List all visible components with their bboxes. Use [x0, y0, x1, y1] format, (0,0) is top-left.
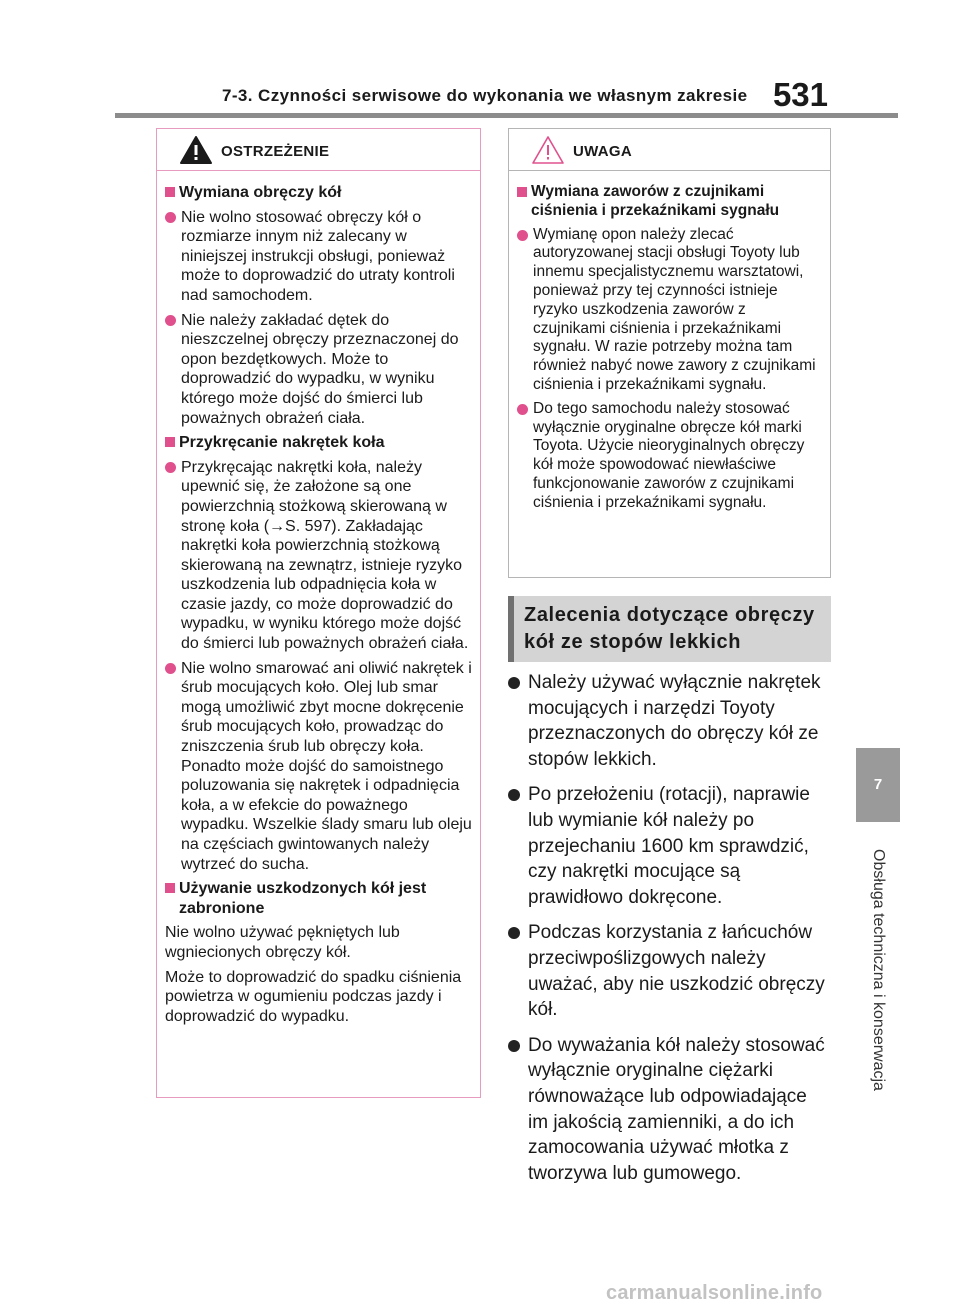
warning-section-title-text: Przykręcanie nakrętek koła	[179, 434, 385, 452]
chapter-side-label: Obsługa techniczna i konserwacja	[870, 849, 887, 1091]
square-bullet-icon	[165, 883, 175, 893]
warning-header	[157, 129, 480, 171]
caution-title: UWAGA	[573, 143, 632, 160]
warning-item-text: Nie należy zakładać dętek do nieszczelnej obręczy przeznaczonej do opon bezdętkowych. Może to doprowadzić do wypadku, w wyniku którego może dojść do śmierci lub poważnych obrażeń ciała.	[181, 311, 459, 427]
warning-section-title	[165, 433, 472, 453]
list-item	[508, 670, 831, 772]
square-bullet-icon	[517, 187, 527, 197]
warning-title: OSTRZEŻENIE	[221, 143, 330, 160]
warning-section-title-text: Wymiana obręczy kół	[179, 184, 342, 201]
list-item-text: Do wyważania kół należy stosować wyłącznie oryginalne ciężarki równoważące lub odpowiadające im jakością zamienniki, a do ich zamocowania używać młotka z tworzywa lub gumowego.	[528, 1034, 825, 1184]
caution-section-title	[517, 183, 822, 221]
warning-item	[165, 208, 472, 306]
list-item-text: Należy używać wyłącznie nakrętek mocujących i narzędzi Toyoty przeznaczonych do obręczy kół ze stopów lekkich.	[528, 672, 821, 770]
caution-item-text: Do tego samochodu należy stosować wyłącznie oryginalne obręcze kół marki Toyota. Użycie nieoryginalnych obręczy kół może spowodować niewłaściwe funkcjonowanie zaworów z czujnikami ciśnienia i przekaźnikami sygnału.	[533, 399, 805, 511]
warning-section-title	[165, 183, 472, 203]
bullet-icon	[508, 677, 520, 689]
caution-header	[509, 129, 830, 171]
page-number: 531	[772, 76, 828, 113]
bullet-icon	[508, 927, 520, 939]
warning-item-text: Nie wolno smarować ani oliwić nakrętek i śrub mocujących koło. Olej lub smar mogą umożliwić zbyt mocne dokręcenie śrub mocujących koło, prowadząc do zniszczenia śrub lub obręczy koła. Ponadto może dojść do samoistnego poluzowania się nakrętek i odpadnięcia koła, a w efekcie do poważnego wypadku. Wszelkie ślady smaru lub oleju na częściach gwintowanych należy wytrzeć do sucha.	[181, 659, 472, 873]
warning-item-text: Przykręcając nakrętki koła, należy upewnić się, że założone są one powierzchnią stożkową skierowaną w stronę koła (→S. 597). Zakładając nakrętki koła powierzchnią stożkową skierowaną na zewnątrz, istnieje ryzyko uszkodzenia lub odpadnięcia koła w czasie jazdy, co może doprowadzić do wypadku, w wyniku którego może dojść do śmierci lub poważnych obrażeń ciała.	[181, 458, 469, 653]
chapter-title: 7-3. Czynności serwisowe do wykonania we własnym zakresie	[222, 86, 748, 105]
page-header	[222, 62, 828, 113]
round-bullet-icon	[165, 212, 176, 223]
warning-triangle-icon	[179, 135, 213, 165]
caution-section-title-text: Wymiana zaworów z czujnikami ciśnienia i przekaźnikami sygnału	[531, 183, 780, 219]
warning-item	[165, 311, 472, 429]
warning-paragraph: Może to doprowadzić do spadku ciśnienia powietrza w ogumieniu podczas jazdy i doprowadzić do wypadku.	[165, 968, 462, 1025]
square-bullet-icon	[165, 437, 175, 447]
watermark: carmanualsonline.info	[606, 1282, 823, 1304]
recommendation-list	[508, 670, 831, 1196]
bullet-icon	[508, 789, 520, 801]
warning-section-title	[165, 879, 472, 918]
round-bullet-icon	[165, 663, 176, 674]
warning-item-text: Nie wolno stosować obręczy kół o rozmiarze innym niż zalecany w niniejszej instrukcji obsługi, ponieważ może to doprowadzić do utraty kontroli nad samochodem.	[181, 208, 455, 304]
caution-item-text: Wymianę opon należy zlecać autoryzowanej stacji obsługi Toyoty lub innemu specjalistycznemu warsztatowi, ponieważ przy tej czynności istnieje ryzyko uszkodzenia zaworów z czujnikami ciśnienia i przekaźnikami sygnału. W razie potrzeby można tam również nabyć nowe zawory z czujnikami ciśnienia i przekaźnikami sygnału.	[533, 225, 816, 393]
warning-item	[165, 458, 472, 654]
caution-body	[509, 171, 830, 513]
square-bullet-icon	[165, 187, 175, 197]
header-divider	[115, 113, 898, 118]
list-item	[508, 782, 831, 910]
bullet-icon	[508, 1040, 520, 1052]
round-bullet-icon	[165, 462, 176, 473]
caution-item	[517, 400, 822, 513]
round-bullet-icon	[517, 230, 528, 241]
round-bullet-icon	[165, 315, 176, 326]
caution-box	[508, 128, 831, 578]
caution-triangle-icon	[531, 135, 565, 165]
list-item-text: Podczas korzystania z łańcuchów przeciwpoślizgowych należy uważać, aby nie uszkodzić obręczy kół.	[528, 922, 825, 1021]
caution-item	[517, 226, 822, 395]
list-item-text: Po przełożeniu (rotacji), naprawie lub wymianie kół należy po przejechaniu 1600 km sprawdzić, czy nakrętki mocujące są prawidłowo dokręcone.	[528, 784, 810, 908]
list-item	[508, 920, 831, 1022]
warning-item	[165, 659, 472, 875]
warning-box	[156, 128, 481, 1098]
section-heading: Zalecenia dotyczące obręczy kół ze stopów lekkich	[508, 596, 831, 662]
chapter-tab[interactable]: 7	[856, 748, 900, 822]
warning-paragraph: Nie wolno używać pękniętych lub wgniecionych obręczy kół.	[165, 924, 400, 961]
round-bullet-icon	[517, 404, 528, 415]
warning-section-title-text: Używanie uszkodzonych kół jest zabronione	[179, 880, 427, 917]
warning-body	[157, 171, 480, 1026]
list-item	[508, 1033, 831, 1187]
